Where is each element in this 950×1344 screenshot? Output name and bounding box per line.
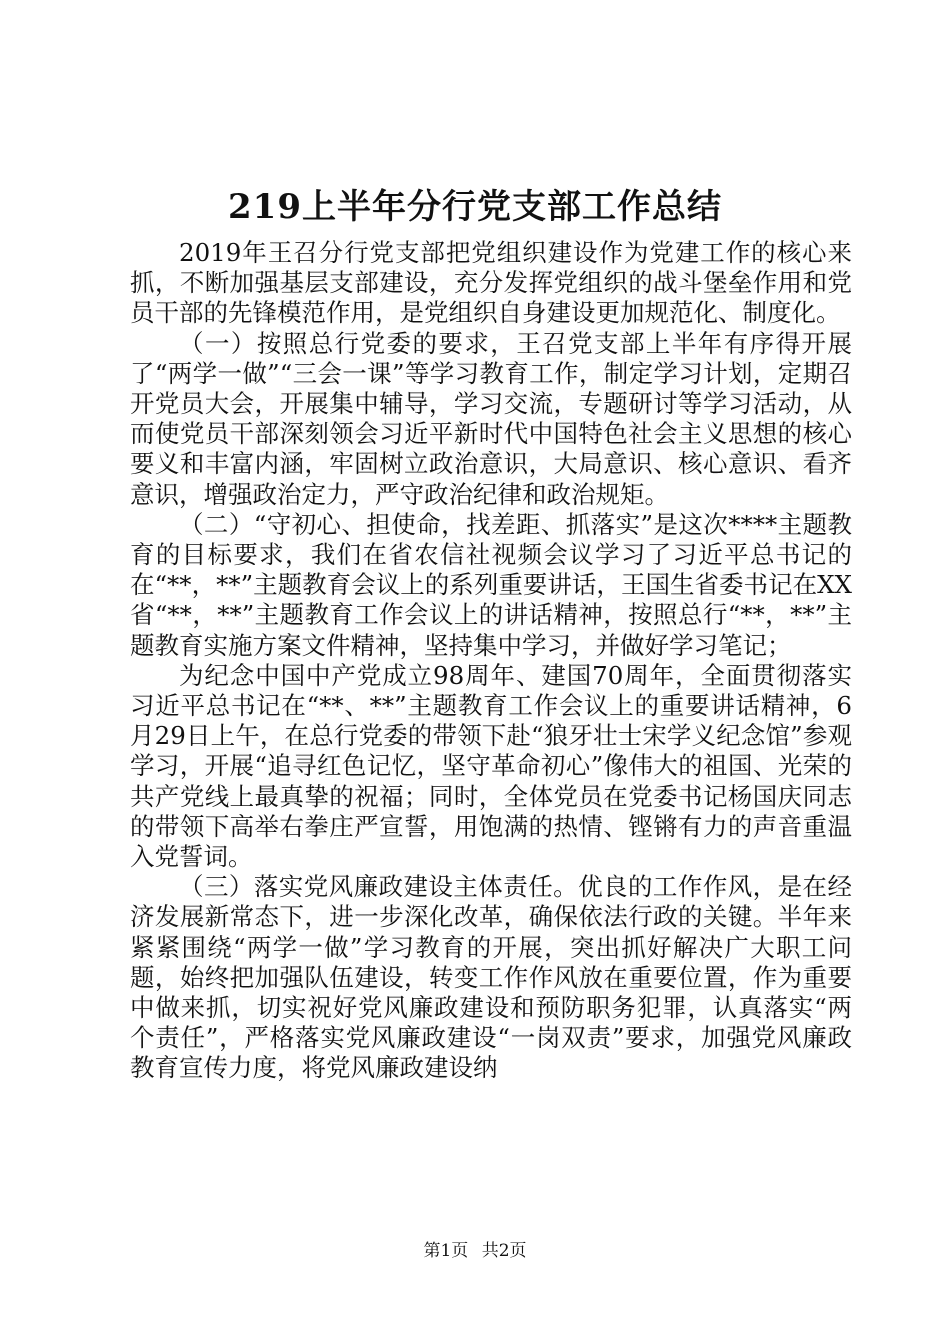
page-footer: [0, 1240, 950, 1262]
paragraph-intro: 2019年王召分行党支部把党组织建设作为党建工作的核心来抓，不断加强基层支部建设，充分发挥党组织的战斗堡垒作用和党员干部的先锋模范作用，是党组织自身建设更加规范化、制度化。: [130, 238, 852, 328]
paragraph-section-1: （一）按照总行党委的要求，王召党支部上半年有序得开展了“两学一做”“三会一课”等学习教育工作，制定学习计划，定期召开党员大会，开展集中辅导，学习交流，专题研讨等学习活动，从而使党员干部深刻领会习近平新时代中国特色社会主义思想的核心要义和丰富内涵，牢固树立政治意识，大局意识、核心意识、看齐意识，增强政治定力，严守政治纪律和政治规矩。: [130, 328, 852, 509]
page-number-current: 第1页: [423, 1241, 469, 1261]
paragraph-section-2: （二）“守初心、担使命，找差距、抓落实”是这次****主题教育的目标要求，我们在省农信社视频会议学习了习近平总书记的在“**，**”主题教育会议上的系列重要讲话，王国生省委书记在XX省“**，**”主题教育工作会议上的讲话精神，按照总行“**，**”主题教育实施方案文件精神，坚持集中学习，并做好学习笔记；: [130, 509, 852, 660]
paragraph-section-3: （三）落实党风廉政建设主体责任。优良的工作作风，是在经济发展新常态下，进一步深化改革，确保依法行政的关键。半年来紧紧围绕“两学一做”学习教育的开展，突出抓好解决广大职工问题，始终把加强队伍建设，转变工作作风放在重要位置，作为重要中做来抓，切实祝好党风廉政建设和预防职务犯罪，认真落实“两个责任”，严格落实党风廉政建设“一岗双责”要求，加强党风廉政教育宣传力度，将党风廉政建设纳: [130, 872, 852, 1083]
page-number-total: 共2页: [481, 1241, 527, 1261]
document-title: 219上半年分行党支部工作总结: [228, 187, 722, 227]
paragraph-commemoration: 为纪念中国中产党成立98周年、建国70周年，全面贯彻落实习近平总书记在“**、**”主题教育工作会议上的重要讲话精神，6月29日上午，在总行党委的带领下赴“狼牙壮士宋学义纪念馆”参观学习，开展“追寻红色记忆，坚守革命初心”像伟大的祖国、光荣的共产党线上最真挚的祝福；同时，全体党员在党委书记杨国庆同志的带领下高举右拳庄严宣誓，用饱满的热情、铿锵有力的声音重温入党誓词。: [130, 660, 852, 872]
document-body: [130, 238, 852, 1084]
